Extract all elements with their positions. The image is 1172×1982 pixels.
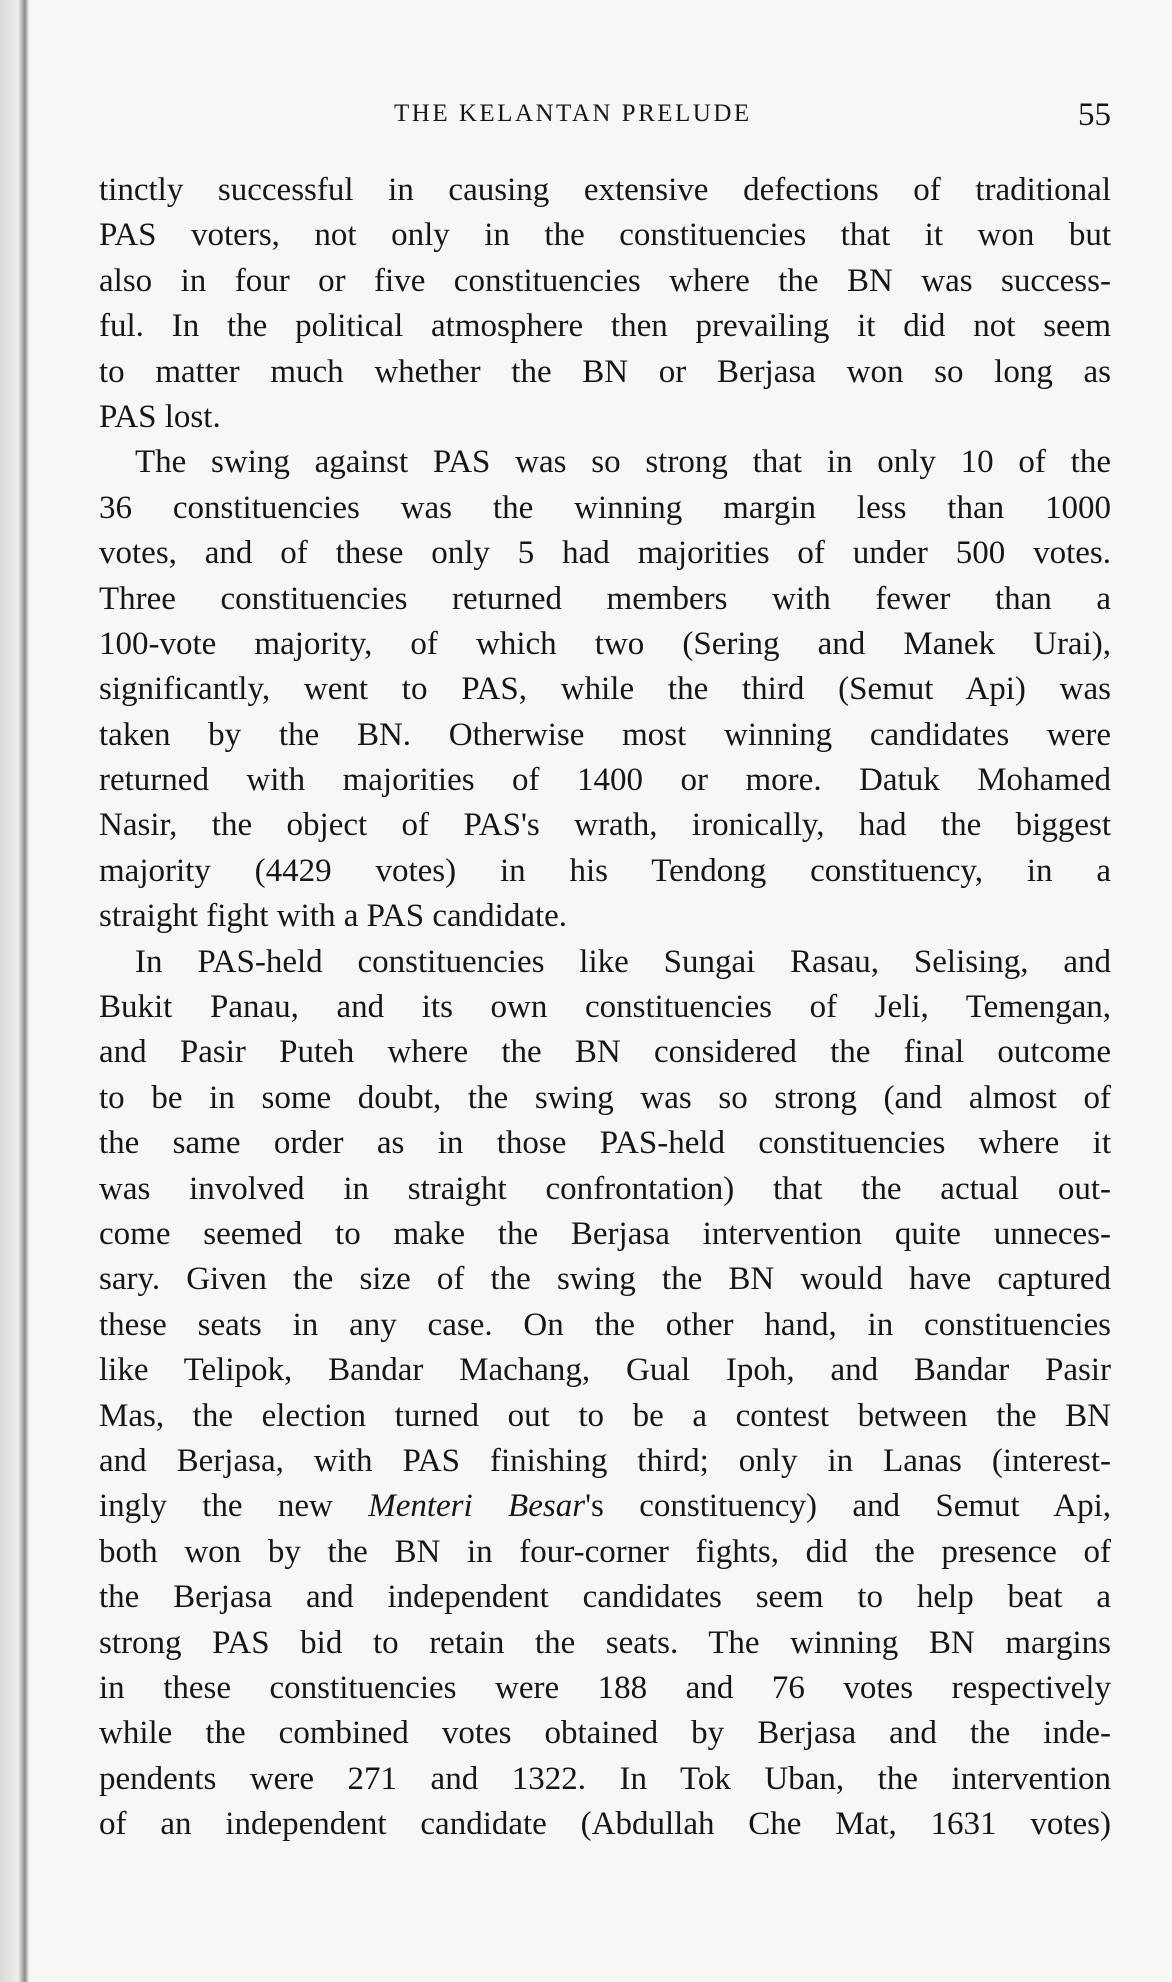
text-line: pendents were 271 and 1322. In Tok Uban, the intervention xyxy=(99,1760,1111,1797)
text-line: and Pasir Puteh where the BN considered the final outcome xyxy=(99,1034,1111,1071)
text-line: both won by the BN in four-corner fights, did the presence of xyxy=(99,1533,1111,1570)
running-head: THE KELANTAN PRELUDE xyxy=(394,100,752,127)
text-line: In PAS-held constituencies like Sungai Rasau, Selising, and xyxy=(135,943,1111,980)
italic-text: Menteri Besar xyxy=(368,1488,586,1525)
text-line: also in four or five constituencies where the BN was success- xyxy=(99,262,1111,299)
text-line: returned with majorities of 1400 or more. Datuk Mohamed xyxy=(99,762,1111,799)
text-line: 36 constituencies was the winning margin less than 1000 xyxy=(99,489,1111,526)
text-span: ingly the new xyxy=(99,1488,369,1525)
text-line: was involved in straight confrontation) that the actual out- xyxy=(99,1170,1111,1207)
text-line: these seats in any case. On the other hand, in constituencies xyxy=(99,1306,1111,1343)
text-line: the same order as in those PAS-held constituencies where it xyxy=(99,1125,1111,1162)
text-line: ful. In the political atmosphere then prevailing it did not seem xyxy=(99,308,1111,345)
text-line: like Telipok, Bandar Machang, Gual Ipoh, and Bandar Pasir xyxy=(99,1352,1111,1389)
text-line: strong PAS bid to retain the seats. The winning BN margins xyxy=(99,1624,1111,1661)
text-line: and Berjasa, with PAS finishing third; only in Lanas (interest- xyxy=(99,1442,1111,1479)
text-line: straight fight with a PAS candidate. xyxy=(99,898,568,935)
text-line: come seemed to make the Berjasa intervention quite unneces- xyxy=(99,1215,1111,1252)
body-text xyxy=(99,168,1111,1847)
text-line: sary. Given the size of the swing the BN would have captured xyxy=(99,1261,1111,1298)
text-line: PAS voters, not only in the constituencies that it won but xyxy=(99,217,1111,254)
text-line: to matter much whether the BN or Berjasa won so long as xyxy=(99,353,1111,390)
text-span: 's constituency) and Semut Api, xyxy=(585,1488,1111,1525)
text-line: The swing against PAS was so strong that in only 10 of the xyxy=(135,444,1111,481)
text-line: Mas, the election turned out to be a contest between the BN xyxy=(99,1397,1111,1434)
page-gutter xyxy=(0,0,30,1982)
text-line: Nasir, the object of PAS's wrath, ironically, had the biggest xyxy=(99,807,1111,844)
text-line: while the combined votes obtained by Berjasa and the inde- xyxy=(99,1715,1111,1752)
text-line: votes, and of these only 5 had majorities of under 500 votes. xyxy=(99,535,1111,572)
page-number: 55 xyxy=(1078,97,1111,133)
page-header xyxy=(99,97,1111,144)
text-line: Bukit Panau, and its own constituencies of Jeli, Temengan, xyxy=(99,989,1111,1026)
text-line: in these constituencies were 188 and 76 votes respectively xyxy=(99,1669,1111,1706)
text-line xyxy=(99,1484,1111,1529)
text-line: taken by the BN. Otherwise most winning candidates were xyxy=(99,716,1111,753)
text-line-content xyxy=(99,1488,1111,1524)
text-line: of an independent candidate (Abdullah Che Mat, 1631 votes) xyxy=(99,1806,1111,1843)
text-line: Three constituencies returned members with fewer than a xyxy=(99,580,1111,617)
text-line: to be in some doubt, the swing was so strong (and almost of xyxy=(99,1079,1111,1116)
text-line: significantly, went to PAS, while the third (Semut Api) was xyxy=(99,671,1111,708)
text-line: the Berjasa and independent candidates seem to help beat a xyxy=(99,1579,1111,1616)
text-line: majority (4429 votes) in his Tendong constituency, in a xyxy=(99,852,1111,889)
text-line: 100-vote majority, of which two (Sering and Manek Urai), xyxy=(99,625,1111,662)
text-line: PAS lost. xyxy=(99,398,221,435)
text-line: tinctly successful in causing extensive defections of traditional xyxy=(99,172,1111,208)
